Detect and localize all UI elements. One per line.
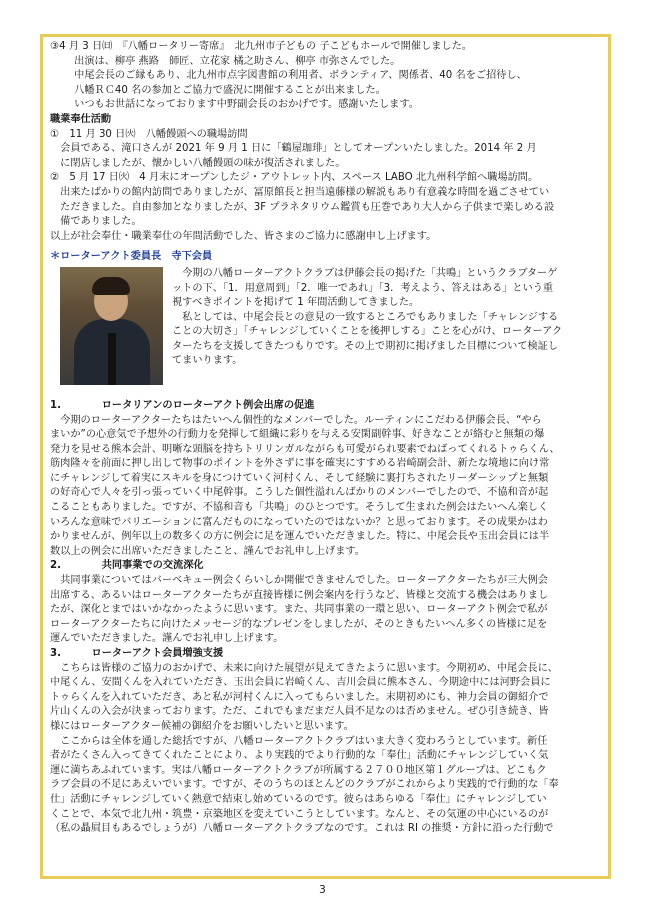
text-line: ② 5 月 17 日㈫ 4 月末にオープンしたジ・アウトレット内、スペース LABO 北九州科学館へ職場訪問。 [50,172,539,184]
committee-title: ＊ローターアクト委員長 寺下会員 [50,251,213,263]
text-line: 共同事業についてはバーベキュー例会くらいしか開催できませんでした。ローターアクターたちが三大例会 [50,575,548,587]
text-line: ことの大切さ」「チャレンジしていくことを後押しする」ことを心がけ、ローターアク [172,326,563,338]
text-line: たが、深化とまではいかなかったように思います。また、共同事業の一環と思い、ローターアクト例会で私が [50,604,548,616]
text-line: 筋肉隆々を前面に押し出して物事のポイントを外さずに事を確実にすすめる岩崎副会計、新たな境地に向け常 [50,458,550,470]
text-line: 運に満ちあふれています。実は八幡ローターアクトクラブが所属する２７００地区第１グループは、どこもク [50,764,547,776]
text-line: くことで、本気で北九州・筑豊・京築地区を変えていこうとしています。なんと、その気運の中心にいるのが [50,808,549,820]
text-line: 会員である、滝口さんが 2021 年 9 月 1 日に「鶴屋珈琲」としてオープンいたしました。2014 年 2 月 [50,143,537,155]
text-line: 運んでいただきました。謹んでお礼申し上げます。 [50,633,284,645]
vocational-section [50,113,606,244]
text-line: ラブ会員の不足にあえいでいます。ですが、そのうちのほとんどのクラブがこれからより実践的で行動的な「奉 [50,779,559,791]
text-line: にチャレンジして着実にスキルを身につけていく河村くん、そして経験に裏打ちされたリーダーシップと無類 [50,472,549,484]
text-line: ットの下、「1．用意周到」「2．唯一であれ」「3．考えよう、答えはある」という重 [172,282,554,294]
text-line: 以上が社会奉仕・職業奉仕の年間活動でした、皆さまのご協力に感謝申し上げます。 [50,230,437,242]
text-line: ターたちを支援してきたつもりです。その上で期初に掲げました目標について検証し [172,340,559,352]
text-line: 備でありました。 [50,216,142,228]
text-line: かりませんが、例年以上の数多くの方に例会に足を運んでいただきました。特に、中尾会長や玉出会員には半 [50,531,550,543]
text-line: ただきました。自由参加となりましたが、3F プラネタリウム鑑賞も圧巻であり大人から子供まで楽しめる設 [50,201,555,213]
page-content [50,40,606,837]
text-line: 出演は、柳亭 燕路 師匠、立花家 橘之助さん、柳亭 市弥さんでした。 [64,55,401,67]
section-2 [50,559,606,647]
text-line: 発力を見せる熊本会計、明晰な頭脳を持ちトリリンガルながらも可愛がられ要素でねばってくれるトゥらくん、 [50,443,560,455]
text-line: 中尾くん、安間くんを入れていただき、玉出会員に岩崎くん、吉川会員に熊本さん、今期途中には河野会員に [50,677,551,689]
page-number: 3 [319,884,326,896]
text-line: 今期の八幡ローターアクトクラブは伊藤会長の掲げた「共鳴」というクラブターゲ [172,267,558,279]
text-line: 出席する、あるいはローターアクターたちが直接皆様に例会案内を行うなど、皆様と交流する機会はありまし [50,589,549,601]
text-line: 者がたくさん入ってきてくれたことにより、より実践的でより行動的な「奉仕」活動にチャレンジしていく気 [50,750,549,762]
intro-text [172,267,606,369]
text-line: こることもありました。ですが、不協和音も「共鳴」のひとつです。そうして生まれた例会はたいへん楽しく [50,502,549,514]
text-line: まいか”の心意気で予想外の行動力を発揮して組織に彩りを与える安閑副幹事、好きなことが絡むと無類の爆 [50,429,545,441]
section-heading: 職業奉仕活動 [50,113,112,125]
text-line: 中尾会長のご縁もあり、北九州市点字図書館の利用者、ボランティア、関係者、40 名をご招待し、 [64,70,527,82]
text-line: 八幡ＲＣ40 名の参加とご協力で盛況に開催することが出来ました。 [64,84,386,96]
top-section [50,40,606,113]
text-line: の好奇心で人々を引っ張っていく中尾幹事。こうした個性溢れんばかりのメンバーでしたので、不協和音が起 [50,487,549,499]
text-line: 片山くんの入会が決まっております。ただ、これでもまだまだ人員不足なのは否めません。ぜひ引き続き、皆 [50,706,549,718]
member-photo [60,267,163,385]
text-line: ① 11 月 30 日㈫ 八幡饅頭への職場訪問 [50,128,248,140]
text-line: こちらは皆様のご協力のおかげで、未来に向けた展望が見えてきたように思います。今期初め、中尾会長に、 [50,662,558,674]
text-line: 数以上の例会に出席いただきましたこと、謹んでお礼申し上げます。 [50,545,365,557]
section-heading: 3. ローターアクト会員増強支援 [50,648,224,659]
text-line: 視すべきポイントを掲げて 1 年間活動してきました。 [172,297,420,309]
section-3 [50,647,606,837]
section-heading: 2. 共同事業での交流深化 [50,560,204,572]
text-line: ローターアクターたちに向けたメッセージ的なプレゼンをしましたが、そのときもたいへん多くの皆様に足を [50,618,548,630]
text-line: トゥらくんを入れていただき、あと私が河村くんに入ってもらいました。末期初めにも、神力会員の御紹介で [50,691,549,703]
text-line: ③4 月 3 日㈰ 『八幡ロータリー寄席』 北九州市子どもの 子こどもホールで開催しました。 [50,41,472,52]
text-line: 仕」活動にチャレンジしていく熱意で結束し始めているのです。彼らはあらゆる「奉仕」にチャレンジしてい [50,793,547,805]
text-line: に閉店しましたが、懐かしい八幡饅頭の味が復活されました。 [50,157,346,169]
text-line: 私としては、中尾会長との意見の一致するところでもありました「チャレンジする [172,311,559,323]
intro-block [50,267,606,399]
text-line: てまいります。 [172,355,243,367]
text-line: 出来たばかりの館内訪問でありましたが、冨原館長と担当遠藤様の解説もあり有意義な時間を過ごさせてい [50,186,550,198]
text-line: いつもお世話になっております中野副会長のおかげです。感謝いたします。 [64,99,419,111]
section-1 [50,399,606,560]
text-line: （私の贔屓目もあるでしょうが）八幡ローターアクトクラブなのです。これは RI の推奨・方針に沿った行動で [50,823,554,835]
text-line: 様にはローターアクター候補の御紹介をお願いしたいと思います。 [50,720,354,732]
text-line: 今期のローターアクターたちはたいへん個性的なメンバーでした。ルーティンにこだわる伊藤会長、“やら [50,414,542,426]
section-heading: 1. ロータリアンのローターアクト例会出席の促進 [50,399,315,411]
text-line: いろんな意味でバリエーションに富んだものになっていたのではないか？と思っております。その成果かはわ [50,516,548,528]
text-line: ここからは全体を通した総括ですが、八幡ローターアクトクラブはいま大きく変わろうとしています。新任 [50,735,548,747]
